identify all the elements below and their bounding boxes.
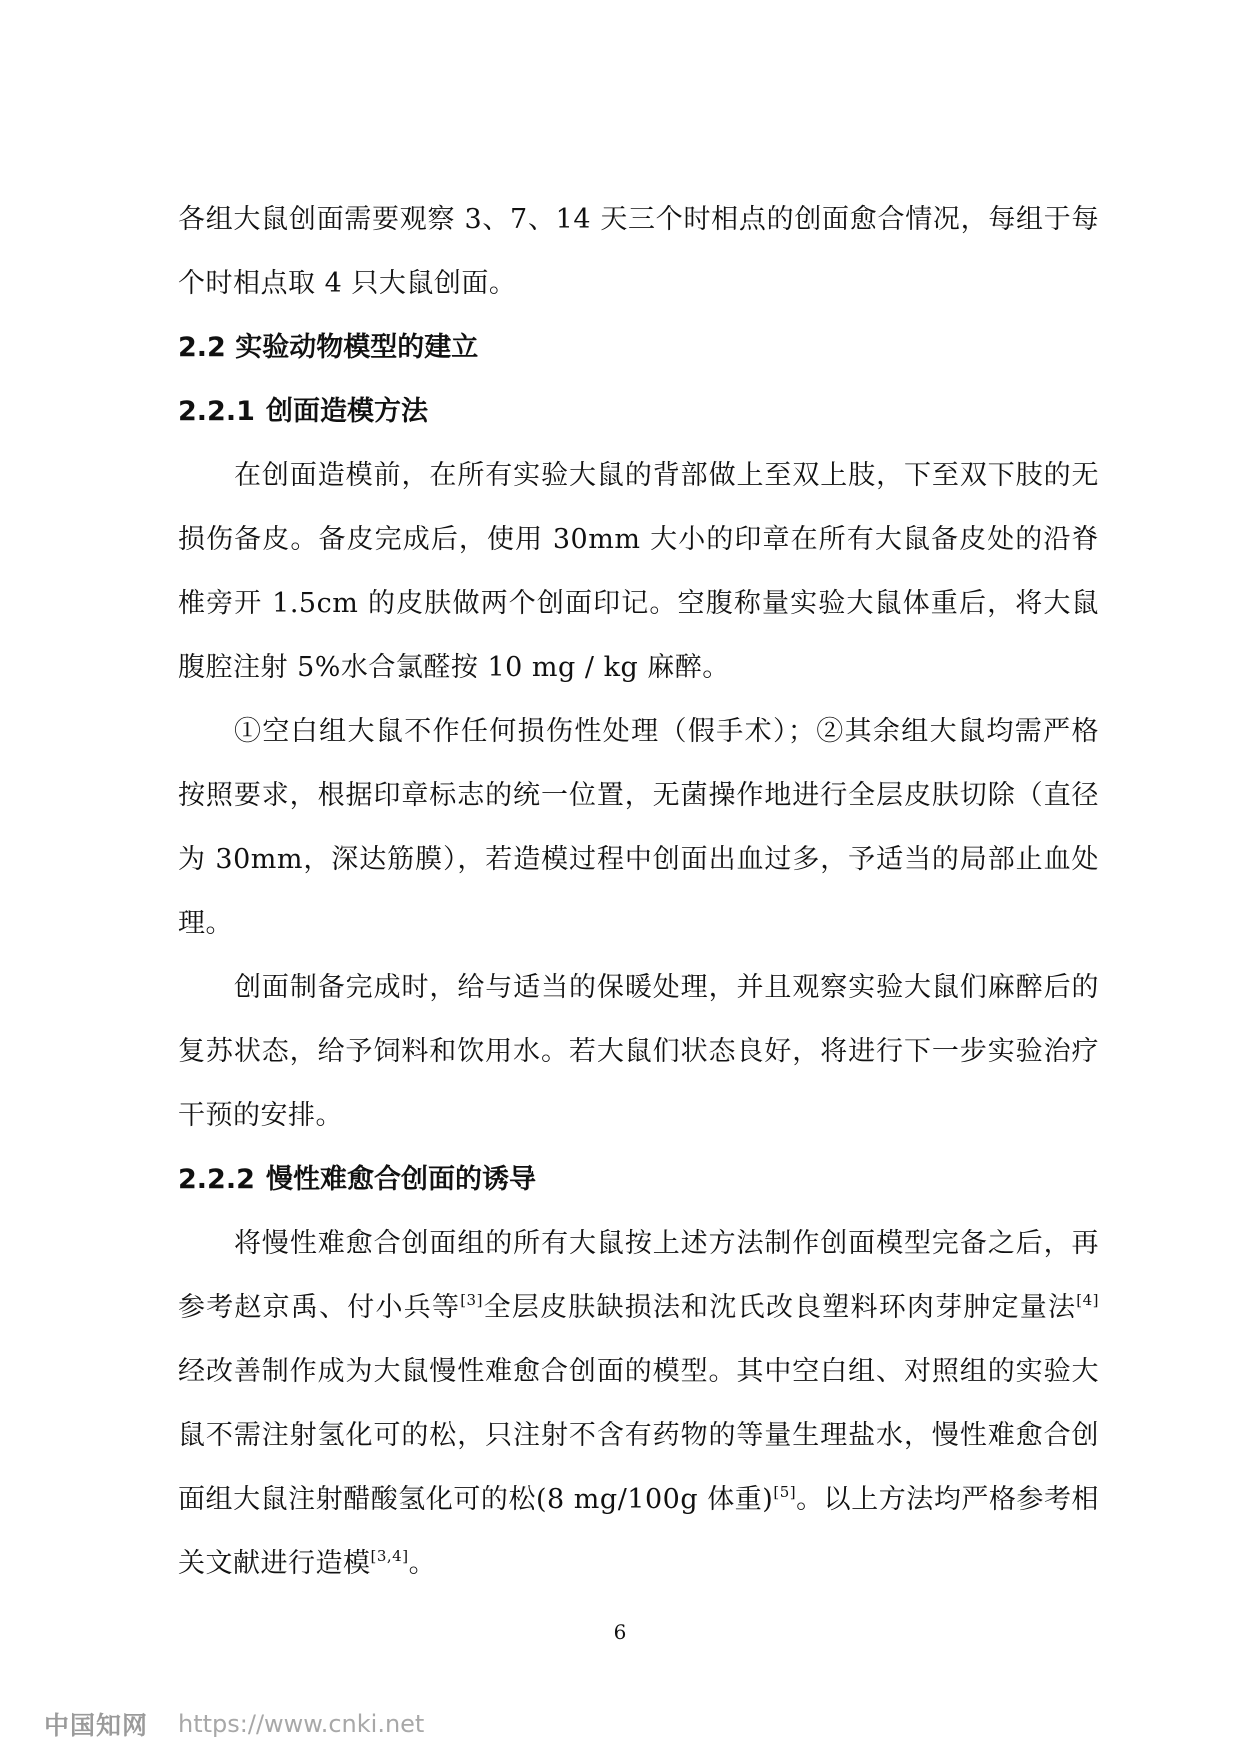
citation: [5] [773, 1483, 797, 1501]
subsection-number: 2.2.1 [178, 396, 255, 427]
cnki-logo: 中国知网 [44, 1711, 149, 1740]
subsection-heading-2-2-1 [178, 380, 1099, 444]
cnki-url[interactable]: https://www.cnki.net [178, 1710, 425, 1738]
text-segment: 。以上方法均严格参考相关文献进行造模 [178, 1484, 1099, 1579]
subsection-title: 创面造模方法 [266, 396, 428, 427]
text-segment: 将慢性难愈合创面组的所有大鼠按上述方法制作创面模型完备之后，再参考赵京禹、付小兵等 [178, 1228, 1099, 1323]
page-body [178, 188, 1099, 1596]
text-segment: 全层皮肤缺损法和沈氏改良塑料环肉芽肿定量法 [482, 1292, 1077, 1323]
subsection-title: 慢性难愈合创面的诱导 [266, 1164, 536, 1195]
paragraph-chronic-wound [178, 1212, 1099, 1596]
subsection-heading-2-2-2 [178, 1148, 1099, 1212]
paragraph-sampling: 各组大鼠创面需要观察 3、7、14 天三个时相点的创面愈合情况，每组于每个时相点取 4 只大鼠创面。 [178, 204, 1099, 299]
paragraph-wound-method: 在创面造模前，在所有实验大鼠的背部做上至双上肢，下至双下肢的无损伤备皮。备皮完成后，使用 30mm 大小的印章在所有大鼠备皮处的沿脊椎旁开 1.5cm 的皮肤做两个创面印记。空腹称量实验大鼠体重后，将大鼠腹腔注射 5%水合氯醛按 10 mg / kg 麻醉。 [178, 460, 1099, 683]
paragraph-procedure: ①空白组大鼠不作任何损伤性处理（假手术）；②其余组大鼠均需严格按照要求，根据印章标志的统一位置，无菌操作地进行全层皮肤切除（直径为 30mm，深达筋膜），若造模过程中创面出血过多，予适当的局部止血处理。 [178, 716, 1099, 939]
text-segment: 经改善制作成为大鼠慢性难愈合创面的模型。其中空白组、对照组的实验大鼠不需注射氢化可的松，只注射不含有药物的等量生理盐水，慢性难愈合创面组大鼠注射醋酸氢化可的松(8 mg/100g 体重) [178, 1356, 1099, 1515]
section-heading-2-2: 2.2 实验动物模型的建立 [178, 332, 479, 363]
subsection-number: 2.2.2 [178, 1164, 255, 1195]
paragraph-recovery: 创面制备完成时，给与适当的保暖处理，并且观察实验大鼠们麻醉后的复苏状态，给予饲料和饮用水。若大鼠们状态良好，将进行下一步实验治疗干预的安排。 [178, 972, 1099, 1131]
text-segment: 。 [408, 1548, 437, 1579]
citation: [4] [1076, 1291, 1099, 1309]
citation: [3,4] [370, 1547, 409, 1565]
page-number: 6 [613, 1620, 627, 1644]
citation: [3] [460, 1291, 483, 1309]
cnki-footer [44, 1706, 424, 1742]
